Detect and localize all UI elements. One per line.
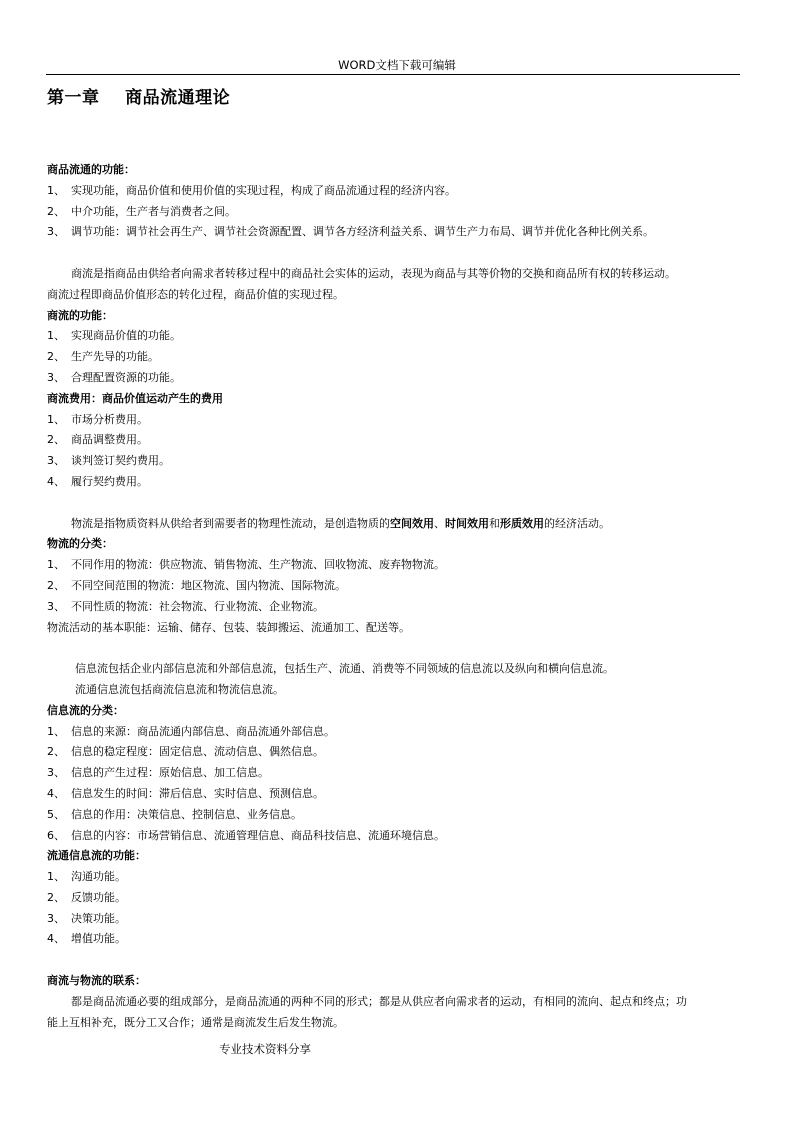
section-heading: 流通信息流的功能： <box>47 849 146 863</box>
item-number: 3、 <box>47 454 65 468</box>
item-text: 谈判签订契约费用。 <box>71 454 170 468</box>
emphasis-text: 形质效用 <box>500 516 544 530</box>
list-item <box>47 929 742 950</box>
item-text: 合理配置资源的功能。 <box>71 370 181 384</box>
list-item <box>47 784 742 805</box>
item-number: 4、 <box>47 474 65 488</box>
spacer <box>47 638 742 659</box>
list-item <box>47 763 742 784</box>
text-run: 物流是指物质资料从供给者到需要者的物理性流动，是创造物质的 <box>71 516 390 530</box>
item-number: 1、 <box>47 412 65 426</box>
list-item <box>47 597 742 618</box>
item-text: 不同作用的物流：供应物流、销售物流、生产物流、回收物流、废弃物物流。 <box>71 558 445 572</box>
paragraph-line: 物流活动的基本职能：运输、储存、包装、装卸搬运、流通加工、配送等。 <box>47 620 410 634</box>
item-text: 信息的内容：市场营销信息、流通管理信息、商品科技信息、流通环境信息。 <box>71 828 445 842</box>
list-item <box>47 451 742 472</box>
document-body <box>47 160 742 1033</box>
page-footer: 专业技术资料分享 <box>219 1042 311 1056</box>
section-heading: 物流的分类： <box>47 537 113 551</box>
item-number: 6、 <box>47 828 65 842</box>
item-text: 信息的产生过程：原始信息、加工信息。 <box>71 766 269 780</box>
emphasis-text: 时间效用 <box>445 516 489 530</box>
page-header: WORD文档下载可编辑 <box>338 58 456 72</box>
item-number: 1、 <box>47 870 65 884</box>
item-number: 3、 <box>47 225 65 239</box>
paragraph-line: 信息流包括企业内部信息流和外部信息流，包括生产、流通、消费等不同领域的信息流以及纵向和横向信息流。 <box>75 662 614 676</box>
item-number: 2、 <box>47 433 65 447</box>
item-number: 2、 <box>47 890 65 904</box>
list-item <box>47 826 742 847</box>
spacer <box>47 493 742 514</box>
text-run: 的经济活动。 <box>544 516 610 530</box>
item-text: 履行契约费用。 <box>71 474 148 488</box>
list-item <box>47 368 742 389</box>
spacer <box>47 243 742 264</box>
list-item <box>47 326 742 347</box>
section-heading: 商品流通的功能： <box>47 163 135 176</box>
item-text: 市场分析费用。 <box>71 412 148 426</box>
item-number: 1、 <box>47 329 65 343</box>
list-item <box>47 722 742 743</box>
section-heading: 商流费用：商品价值运动产生的费用 <box>47 391 223 405</box>
paragraph-line: 商流是指商品由供给者向需求者转移过程中的商品社会实体的运动，表现为商品与其等价物的交换和商品所有权的转移运动。 <box>71 266 676 280</box>
paragraph-line: 流通信息流包括商流信息流和物流信息流。 <box>75 682 284 696</box>
list-item <box>47 202 742 223</box>
list-item <box>47 410 742 431</box>
list-item <box>47 347 742 368</box>
list-item <box>47 576 742 597</box>
item-text: 决策功能。 <box>71 911 126 925</box>
item-number: 3、 <box>47 599 65 613</box>
item-number: 3、 <box>47 766 65 780</box>
list-item <box>47 888 742 909</box>
section-heading: 信息流的分类： <box>47 703 124 717</box>
item-number: 4、 <box>47 932 65 946</box>
list-item <box>47 555 742 576</box>
item-number: 2、 <box>47 745 65 759</box>
list-item <box>47 909 742 930</box>
item-number: 2、 <box>47 204 65 218</box>
item-text: 沟通功能。 <box>71 870 126 884</box>
item-text: 信息的来源：商品流通内部信息、商品流通外部信息。 <box>71 724 335 738</box>
spacer <box>47 950 742 971</box>
item-text: 中介功能，生产者与消费者之间。 <box>71 204 236 218</box>
item-number: 5、 <box>47 807 65 821</box>
item-number: 1、 <box>47 183 65 197</box>
item-number: 1、 <box>47 558 65 572</box>
section-heading: 商流与物流的联系： <box>47 974 146 988</box>
text-run: 、 <box>434 516 445 530</box>
list-item <box>47 805 742 826</box>
item-text: 生产先导的功能。 <box>71 350 159 364</box>
item-text: 反馈功能。 <box>71 890 126 904</box>
list-item <box>47 867 742 888</box>
item-number: 1、 <box>47 724 65 738</box>
item-number: 2、 <box>47 578 65 592</box>
item-number: 4、 <box>47 786 65 800</box>
item-number: 3、 <box>47 911 65 925</box>
item-text: 调节功能：调节社会再生产、调节社会资源配置、调节各方经济利益关系、调节生产力布局、调节并优化各种比例关系。 <box>71 225 654 239</box>
header-divider <box>46 74 740 75</box>
section-heading: 商流的功能： <box>47 308 113 322</box>
item-text: 不同空间范围的物流：地区物流、国内物流、国际物流。 <box>71 578 346 592</box>
emphasis-text: 空间效用 <box>390 516 434 530</box>
chapter-title: 第一章 商品流通理论 <box>47 88 231 108</box>
list-item <box>47 742 742 763</box>
text-run: 和 <box>489 516 500 530</box>
item-text: 不同性质的物流：社会物流、行业物流、企业物流。 <box>71 599 324 613</box>
item-text: 商品调整费用。 <box>71 433 148 447</box>
list-item <box>47 222 742 243</box>
item-text: 增值功能。 <box>71 932 126 946</box>
list-item <box>47 472 742 493</box>
item-text: 信息的作用：决策信息、控制信息、业务信息。 <box>71 807 302 821</box>
item-number: 2、 <box>47 350 65 364</box>
item-number: 3、 <box>47 370 65 384</box>
item-text: 信息发生的时间：滞后信息、实时信息、预测信息。 <box>71 786 324 800</box>
list-item <box>47 430 742 451</box>
paragraph-line: 商流过程即商品价值形态的转化过程，商品价值的实现过程。 <box>47 287 344 301</box>
item-text: 实现商品价值的功能。 <box>71 329 181 343</box>
paragraph-line <box>47 514 742 535</box>
list-item <box>47 181 742 202</box>
paragraph-line: 都是商品流通必要的组成部分，是商品流通的两种不同的形式；都是从供应者向需求者的运动，有相同的流向、起点和终点；功 <box>71 994 687 1008</box>
item-text: 实现功能，商品价值和使用价值的实现过程，构成了商品流通过程的经济内容。 <box>71 183 456 197</box>
paragraph-line: 能上互相补充，既分工又合作；通常是商流发生后发生物流。 <box>47 1015 344 1029</box>
item-text: 信息的稳定程度：固定信息、流动信息、偶然信息。 <box>71 745 324 759</box>
